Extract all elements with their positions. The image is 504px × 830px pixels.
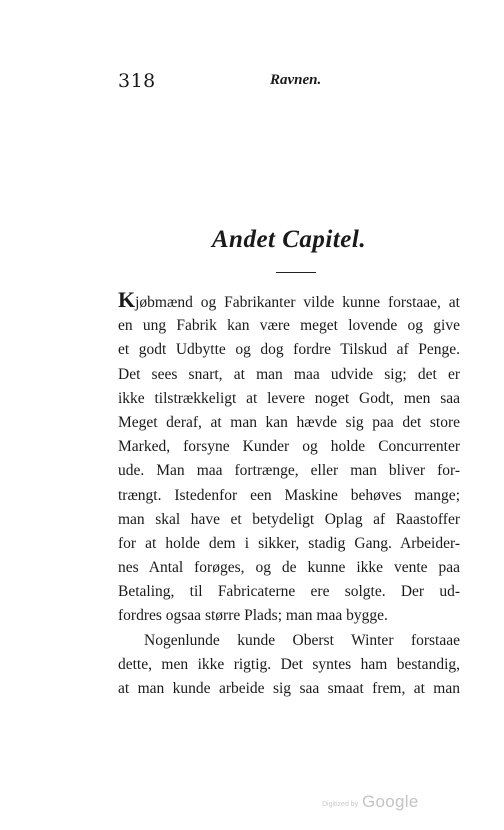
google-watermark xyxy=(322,792,432,814)
text-line: Meget deraf, at man kan hævde sig paa det store xyxy=(118,413,460,431)
text-line: en ung Fabrik kan være meget lovende og give xyxy=(118,317,460,335)
page-number: 318 xyxy=(118,70,156,92)
text-line: et godt Udbytte og dog fordre Tilskud af Penge. xyxy=(118,341,460,359)
text-line: Nogenlunde kunde Oberst Winter forstaae xyxy=(144,631,460,649)
drop-cap: K xyxy=(118,287,136,312)
text-line: for at holde dem i sikker, stadig Gang. Arbeider- xyxy=(118,534,460,552)
text-line: ikke tilstrækkeligt at levere noget Godt, men saa xyxy=(118,389,460,407)
title-rule xyxy=(276,272,316,273)
running-head xyxy=(118,70,460,94)
text-line: man skal have et betydeligt Oplag af Raastoffer xyxy=(118,510,460,528)
running-title: Ravnen. xyxy=(270,72,322,88)
watermark-caption: Digitized by xyxy=(322,801,359,808)
text-line: Marked, forsyne Kunder og holde Concurrenter xyxy=(118,438,460,456)
text-line: at man kunde arbeide sig saa smaat frem, at man xyxy=(118,680,460,697)
text-line: trængt. Istedenfor een Maskine behøves mange; xyxy=(118,486,460,504)
body-text xyxy=(118,287,460,701)
text-line: nes Antal forøges, og de kunne ikke vente paa xyxy=(118,559,460,577)
text-line: ude. Man maa fortrænge, eller man bliver for- xyxy=(118,462,460,480)
text-line: Det sees snart, at man maa udvide sig; det er xyxy=(118,365,460,383)
text-line: fordres ogsaa større Plads; man maa bygge. xyxy=(118,607,388,625)
text-line-content: jøbmænd og Fabrikanter vilde kunne forstaae, at xyxy=(135,294,460,311)
text-line: dette, men ikke rigtig. Det syntes ham bestandig, xyxy=(118,655,460,673)
text-line xyxy=(118,287,460,314)
text-line: Betaling, til Fabricaterne ere solgte. Der ud- xyxy=(118,583,460,601)
google-logo: Google xyxy=(362,792,419,811)
chapter-title: Andet Capitel. xyxy=(211,226,367,253)
